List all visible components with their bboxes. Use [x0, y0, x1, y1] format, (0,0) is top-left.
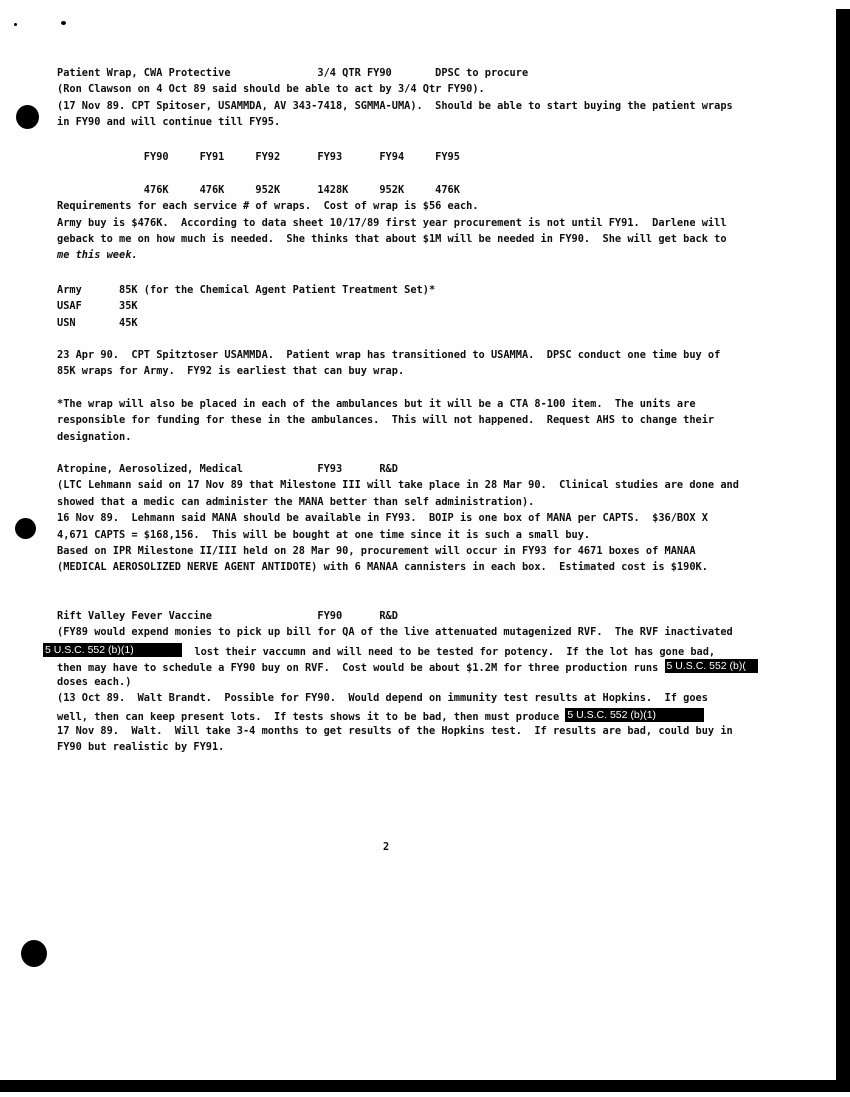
rift-valley-section	[45, 608, 758, 756]
text-line: (17 Nov 89. CPT Spitoser, USAMMDA, AV 343-7418, SGMMA-UMA). Should be able to start buying the patient wraps	[57, 99, 733, 112]
redaction-box: 5 U.S.C. 552 (b)(1)	[43, 643, 182, 657]
text-line: doses each.)	[57, 675, 132, 688]
text-line: 23 Apr 90. CPT Spitztoser USAMMDA. Patient wrap has transitioned to USAMMA. DPSC conduct one time buy of	[57, 349, 721, 361]
page-number: 2	[383, 841, 390, 853]
patient-wrap-section	[57, 65, 733, 131]
redaction-box: 5 U.S.C. 552 (b)(	[665, 659, 758, 673]
text-line: designation.	[57, 430, 132, 443]
text-line: (13 Oct 89. Walt Brandt. Possible for FY90. Would depend on immunity test results at Hopkins. If goes	[57, 691, 708, 704]
text-line: Based on IPR Milestone II/III held on 28 Mar 90, procurement will occur in FY93 for 4671 boxes of MANAA	[57, 544, 696, 557]
text-line	[57, 165, 727, 181]
text-line: FY90 but realistic by FY91.	[57, 741, 225, 754]
text-segment: lost their vaccumn and will need to be tested for potency. If the lot has gone bad,	[182, 645, 716, 658]
text-line: me this week.	[57, 249, 138, 262]
apr-90-update	[57, 347, 720, 380]
atropine-section	[57, 461, 739, 576]
text-line	[57, 657, 758, 673]
text-line: 16 Nov 89. Lehmann said MANA should be available in FY93. BOIP is one box of MANA per CAPTS. $36/BOX X	[57, 512, 708, 525]
text-line: Atropine, Aerosolized, Medical FY93 R&D	[57, 463, 398, 475]
text-segment: then may have to schedule a FY90 buy on RVF. Cost would be about $1.2M for three production runs	[57, 662, 665, 675]
text-line: showed that a medic can administer the MANA better than self administration).	[57, 495, 535, 508]
text-line: Rift Valley Fever Vaccine FY90 R&D	[57, 610, 398, 622]
text-line: responsible for funding for these in the ambulances. This will not happened. Request AHS to change their	[57, 414, 715, 427]
scan-edge-right	[836, 9, 850, 1092]
text-line: Patient Wrap, CWA Protective 3/4 QTR FY90 DPSC to procure	[57, 67, 529, 79]
text-line: geback to me on how much is needed. She thinks that about $1M will be needed in FY90. She will get back to	[57, 232, 727, 245]
scan-speck	[61, 21, 66, 25]
text-line: Army buy is $476K. According to data sheet 10/17/89 first year procurement is not until FY91. Darlene will	[57, 216, 727, 229]
text-line: (Ron Clawson on 4 Oct 89 said should be able to act by 3/4 Qtr FY90).	[57, 83, 485, 96]
text-line: 17 Nov 89. Walt. Will take 3-4 months to get results of the Hopkins test. If results are bad, could buy in	[57, 724, 733, 737]
hole-punch-top	[16, 105, 39, 129]
fy-table-and-requirements	[57, 149, 727, 264]
redaction-box: 5 U.S.C. 552 (b)(1)	[565, 708, 704, 722]
hole-punch-middle	[15, 518, 36, 539]
hole-punch-bottom	[21, 940, 47, 967]
text-line: 4,671 CAPTS = $168,156. This will be bought at one time since it is such a small buy.	[57, 528, 591, 541]
text-line: in FY90 and will continue till FY95.	[57, 116, 281, 129]
text-line: USN 45K	[57, 316, 138, 329]
text-line: FY90 FY91 FY92 FY93 FY94 FY95	[57, 151, 460, 163]
text-line: (MEDICAL AEROSOLIZED NERVE AGENT ANTIDOTE) with 6 MANAA cannisters in each box. Estimated cost is $190K.	[57, 561, 708, 574]
scan-speck	[14, 23, 17, 26]
text-line: 85K wraps for Army. FY92 is earliest that can buy wrap.	[57, 365, 405, 378]
service-quantities	[57, 282, 435, 331]
text-line: Requirements for each service # of wraps. Cost of wrap is $56 each.	[57, 200, 479, 213]
text-line: (LTC Lehmann said on 17 Nov 89 that Milestone III will take place in 28 Mar 90. Clinical studies are done and	[57, 479, 739, 492]
text-line	[45, 641, 758, 658]
wrap-footnote	[57, 396, 714, 445]
text-line: Army 85K (for the Chemical Agent Patient Treatment Set)*	[57, 284, 436, 296]
text-line: *The wrap will also be placed in each of the ambulances but it will be a CTA 8-100 item. The units are	[57, 398, 696, 410]
scan-edge-bottom	[0, 1080, 850, 1092]
text-line: USAF 35K	[57, 300, 138, 313]
text-segment: well, then can keep present lots. If tests shows it to be bad, then must produce	[57, 711, 566, 724]
text-line: (FY89 would expend monies to pick up bill for QA of the live attenuated mutagenized RVF. The RVF inactivated	[57, 626, 733, 639]
text-line	[57, 706, 758, 722]
text-line: 476K 476K 952K 1428K 952K 476K	[57, 183, 460, 196]
